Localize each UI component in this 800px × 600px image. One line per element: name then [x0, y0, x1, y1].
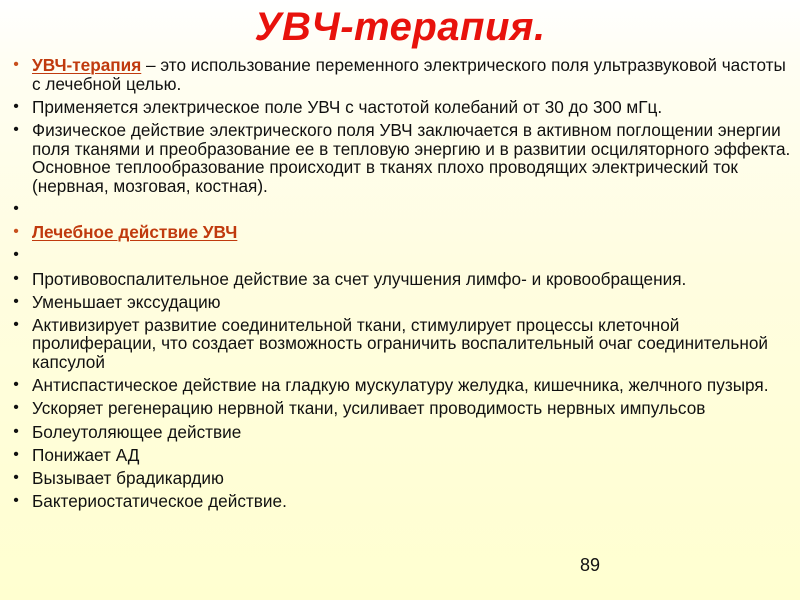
bullet-icon: • — [13, 399, 19, 417]
bullet-item-physical-action — [6, 121, 796, 195]
bullet-text: Болеутоляющее действие — [32, 421, 242, 442]
bullet-item-blood-pressure — [6, 446, 796, 465]
therapeutic-action-link[interactable]: Лечебное действие УВЧ — [32, 222, 238, 243]
bullet-item-bradycardia — [6, 469, 796, 488]
bullet-text: Вызывает брадикардию — [32, 468, 224, 488]
bullet-item-nerve-regeneration — [6, 399, 796, 418]
bullet-item-analgesic — [6, 423, 796, 442]
bullet-icon: • — [13, 56, 19, 73]
bullet-item-bacteriostatic — [6, 492, 796, 511]
bullet-item-therapeutic-heading — [6, 223, 796, 242]
bullet-icon: • — [13, 315, 19, 333]
bullet-text: Ускоряет регенерацию нервной ткани, усиливает проводимость нервных импульсов — [32, 398, 706, 419]
bullet-icon: • — [13, 120, 19, 138]
bullet-item-uhf-definition — [6, 56, 796, 93]
bullet-icon: • — [13, 97, 19, 115]
bullet-icon: • — [13, 376, 19, 394]
bullet-item-empty — [6, 246, 796, 265]
bullet-text: – это использование переменного электрического поля ультразвуковой частоты с лечебной целью. — [32, 55, 786, 94]
bullet-item-exudation — [6, 293, 796, 312]
bullet-text: Уменьшает экссудацию — [32, 291, 221, 312]
bullet-text: Физическое действие электрического поля УВЧ заключается в активном поглощении энергии поля тканями и преобразование ее в тепловую энергию и в развитии осциляторного эффекта. Основное теплообразование происходит в тканях плохо проводящих электрический ток (нервная, мозговая, костная). — [32, 119, 791, 196]
bullet-text: Антиспастическое действие на гладкую мускулатуру желудка, кишечника, желчного пузыря. — [32, 375, 769, 396]
page-number: 89 — [580, 555, 601, 575]
bullet-item-empty — [6, 200, 796, 219]
bullet-icon: • — [13, 269, 19, 287]
bullet-text: Применяется электрическое поле УВЧ с частотой колебаний от 30 до 300 мГц. — [32, 96, 663, 117]
bullet-item-antispastic — [6, 376, 796, 395]
bullet-text: Активизирует развитие соединительной ткани, стимулирует процессы клеточной пролиферации, что создает возможность ограничить воспалительный очаг соединительной капсулой — [32, 314, 768, 373]
bullet-item-frequency — [6, 98, 796, 117]
uhf-therapy-link[interactable]: УВЧ-терапия — [32, 55, 142, 75]
bullet-text: Понижает АД — [32, 444, 140, 465]
bullet-icon: • — [13, 492, 19, 510]
bullet-icon: • — [13, 246, 19, 264]
bullet-icon: • — [13, 199, 19, 217]
bullet-icon: • — [13, 469, 19, 486]
bullet-text: Противовоспалительное действие за счет улучшения лимфо- и кровообращения. — [32, 268, 687, 289]
bullet-icon: • — [13, 422, 19, 440]
bullet-item-connective-tissue — [6, 316, 796, 372]
bullet-list — [6, 56, 796, 515]
bullet-icon: • — [13, 223, 19, 241]
slide-title: УВЧ-терапия. — [254, 5, 546, 49]
bullet-item-anti-inflammatory — [6, 270, 796, 289]
bullet-icon: • — [13, 292, 19, 310]
bullet-icon: • — [13, 445, 19, 463]
bullet-text: Бактериостатическое действие. — [32, 491, 287, 512]
